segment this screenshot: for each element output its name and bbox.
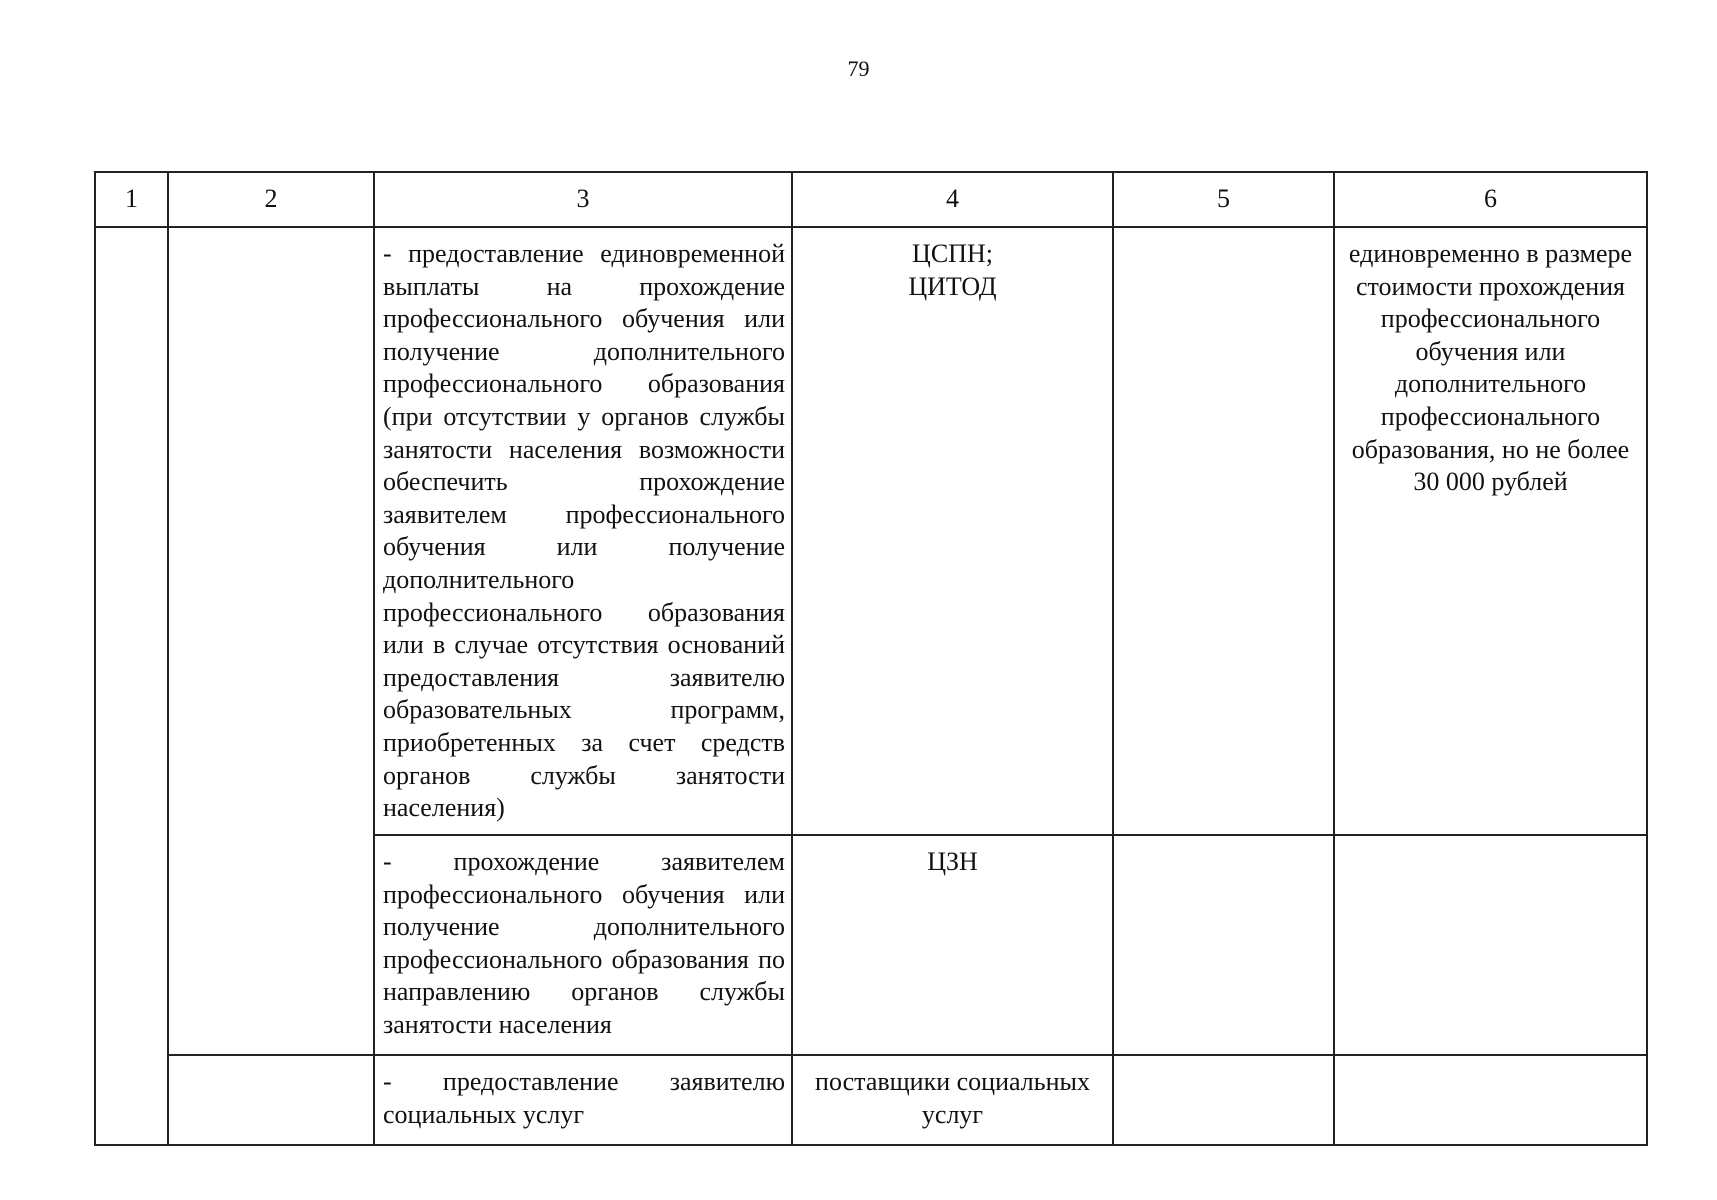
cell-service: - прохождение заявителем профессионального обучения или получение дополнительного профессионального образования по направлению органов службы занятости населения [374, 835, 792, 1055]
cell-amount [1334, 835, 1647, 1055]
table-row [95, 227, 1647, 835]
header-col-1: 1 [95, 172, 168, 227]
cell-provider [792, 227, 1113, 835]
cell-col-1 [95, 227, 168, 1145]
header-col-3: 3 [374, 172, 792, 227]
cell-col-2 [168, 227, 374, 1055]
provider-text: ЦСПН; ЦИТОД [908, 239, 997, 301]
cell-col-5 [1113, 227, 1334, 835]
cell-col-5 [1113, 1055, 1334, 1145]
cell-provider: ЦЗН [792, 835, 1113, 1055]
cell-amount [1334, 1055, 1647, 1145]
cell-col-5 [1113, 835, 1334, 1055]
header-row [95, 172, 1647, 227]
header-col-6: 6 [1334, 172, 1647, 227]
cell-amount: единовременно в размере стоимости прохождения профессионального обучения или дополнительного профессионального образования, но не более 30 000 рублей [1334, 227, 1647, 835]
cell-service: - предоставление заявителю социальных услуг [374, 1055, 792, 1145]
header-col-5: 5 [1113, 172, 1334, 227]
cell-col-2 [168, 1055, 374, 1145]
cell-provider: поставщики социальных услуг [792, 1055, 1113, 1145]
page-number: 79 [847, 56, 870, 81]
services-table [94, 171, 1648, 1146]
cell-service: - предоставление единовременной выплаты на прохождение профессионального обучения или получение дополнительного профессионального образования (при отсутствии у органов службы занятости населения возможности обеспечить прохождение заявителем профессионального обучения или получение дополнительного профессионального образования или в случае отсутствия оснований предоставления заявителю образовательных программ, приобретенных за счет средств органов службы занятости населения) [374, 227, 792, 835]
header-col-2: 2 [168, 172, 374, 227]
table-row [95, 1055, 1647, 1145]
header-col-4: 4 [792, 172, 1113, 227]
